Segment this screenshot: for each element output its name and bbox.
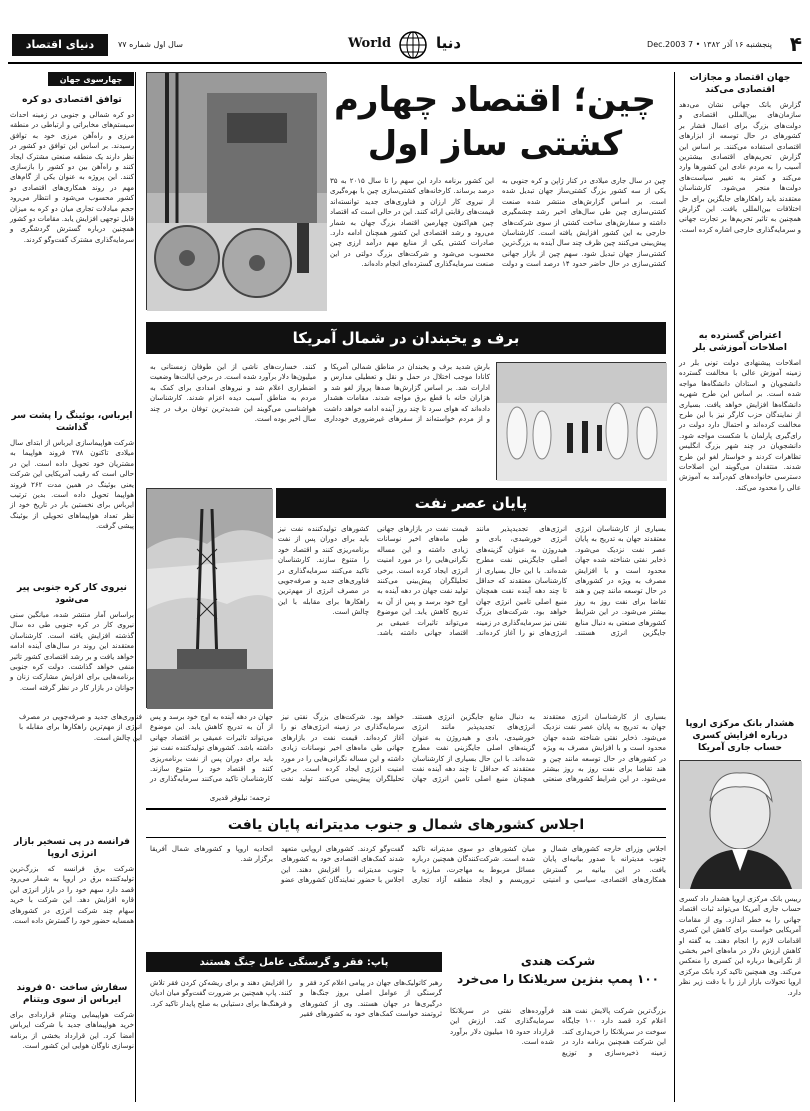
main-headline-line-1: چین؛ اقتصاد چهارم bbox=[334, 80, 656, 120]
main-headline bbox=[330, 78, 660, 168]
right-sidebar-text: اصلاحات پیشنهادی دولت تونی بلر در زمینه آموزش عالی با مخالفت گسترده دانشجویان و استادان دانشگاه‌ها مواجه شده است. بر اساس این طرح شهریه دانشگاه‌ها افزایش خواهد یافت. بسیاری از نمایندگان حزب کارگر نیز با این طرح مخالفت کرده‌اند و احتمال دارد دولت در رای‌گیری پارلمان با شکست مواجه شود. دانشجویان در چند شهر بزرگ انگلیس تظاهرات کردند و خواستار لغو این طرح شدند. منتقدان می‌گویند این اصلاحات دسترسی خانواده‌های کم‌درآمد به آموزش عالی را محدود می‌کند. bbox=[679, 359, 801, 492]
right-sidebar bbox=[674, 72, 802, 1102]
main-story-text: چین در سال جاری میلادی در کنار ژاپن و کره جنوبی به یکی از سه کشور بزرگ کشتی‌ساز جهان تبدیل شده است. بر اساس گزارش‌های منتشر شده صنعت کشتی‌سازی چین طی سال‌های اخیر رشد چشمگیری داشته و سفارش‌های ساخت کشتی از سوی شرکت‌های خارجی به این کشور افزایش یافته است. کارشناسان پیش‌بینی می‌کنند چین ظرف چند سال آینده به بزرگ‌ترین کشتی‌ساز جهان تبدیل شود. سهم چین از بازار جهانی کشتی‌سازی در حال حاضر حدود ۱۴ درصد است و دولت این کشور برنامه دارد این سهم را تا سال ۲۰۱۵ به ۳۵ درصد برساند. کارخانه‌های کشتی‌سازی چین با بهره‌گیری از نیروی کار ارزان و فناوری‌های جدید توانسته‌اند قیمت‌های رقابتی ارائه کنند. این در حالی است که اقتصاد چین هم‌اکنون چهارمین اقتصاد بزرگ جهان به شمار می‌رود و رشد اقتصادی این کشور همچنان ادامه دارد. صادرات کشتی یکی از منابع مهم درآمد ارزی چین محسوب می‌شود و شرکت‌های بزرگ دولتی در این صنعت سرمایه‌گذاری گسترده‌ای انجام داده‌اند. bbox=[330, 177, 666, 269]
page-header bbox=[8, 28, 802, 64]
portrait-photo bbox=[679, 760, 801, 888]
indian-headline bbox=[450, 952, 666, 1002]
oil-story-text-repeat: بسیاری از کارشناسان انرژی معتقدند جهان به تدریج به پایان عصر نفت نزدیک می‌شود. ذخایر نفتی شناخته شده جهان محدود است و با افزایش مصرف به ویژه در کشورهای در حال توسعه مانند چین و هند تقاضا برای نفت روز به روز بیشتر می‌شود. در این شرایط کشورهای صنعتی به دنبال منابع جایگزین انرژی هستند. انرژی‌های تجدیدپذیر مانند انرژی خورشیدی، بادی و هیدروژن به عنوان گزینه‌های اصلی جایگزینی نفت مطرح شده‌اند. با این حال بسیاری از کارشناسان معتقدند که حداقل تا چند دهه آینده نفت همچنان منبع اصلی تامین انرژی جهان خواهد بود. شرکت‌های بزرگ نفتی نیز سرمایه‌گذاری در زمینه انرژی‌های نو را آغاز کرده‌اند. قیمت نفت در بازارهای جهانی طی ماه‌های اخیر نوسانات زیادی داشته و این مساله نگرانی‌هایی را در مورد امنیت انرژی ایجاد کرده است. برخی تحلیلگران پیش‌بینی می‌کنند تولید نفت جهان در دهه آینده به اوج خود برسد و پس از آن به تدریج کاهش یابد. این موضوع می‌تواند تاثیرات عمیقی بر اقتصاد جهانی داشته باشد. کشورهای تولیدکننده نفت نیز باید برای دوران پس از نفت برنامه‌ریزی کنند و اقتصاد خود را متنوع سازند. کارشناسان تاکید می‌کنند سرمایه‌گذاری در فناوری‌های جدید و صرفه‌جویی در مصرف انرژی از مهم‌ترین راهکارها برای مقابله با این چالش است. bbox=[19, 713, 666, 784]
oil-story-text: بسیاری از کارشناسان انرژی معتقدند جهان به تدریج به پایان عصر نفت نزدیک می‌شود. ذخایر نفتی شناخته شده جهان محدود است و با افزایش مصرف به ویژه در کشورهای در حال توسعه مانند چین و هند تقاضا برای نفت روز به روز بیشتر می‌شود. در این شرایط کشورهای صنعتی به دنبال منابع جایگزین انرژی هستند. انرژی‌های تجدیدپذیر مانند انرژی خورشیدی، بادی و هیدروژن به عنوان گزینه‌های اصلی جایگزینی نفت مطرح شده‌اند. با این حال بسیاری از کارشناسان معتقدند که حداقل تا چند دهه آینده نفت همچنان منبع اصلی تامین انرژی جهان خواهد بود. شرکت‌های بزرگ نفتی نیز سرمایه‌گذاری در زمینه انرژی‌های نو را آغاز کرده‌اند. قیمت نفت در بازارهای جهانی طی ماه‌های اخیر نوسانات زیادی داشته و این مساله نگرانی‌هایی را در مورد امنیت انرژی ایجاد کرده است. برخی تحلیلگران پیش‌بینی می‌کنند تولید نفت جهان در دهه آینده به اوج خود برسد و پس از آن به تدریج کاهش یابد. این موضوع می‌تواند تاثیرات عمیقی بر اقتصاد جهانی داشته باشد. کشورهای تولیدکننده نفت نیز باید برای دوران پس از نفت برنامه‌ریزی کنند و اقتصاد خود را متنوع سازند. کارشناسان تاکید می‌کنند سرمایه‌گذاری در فناوری‌های جدید و صرفه‌جویی در مصرف انرژی از مهم‌ترین راهکارها برای مقابله با این چالش است. bbox=[278, 525, 666, 638]
med-headline: اجلاس کشورهای شمال و جنوب مدیترانه پایان یافت bbox=[227, 817, 585, 833]
pope-headline: پاپ: فقر و گرسنگی عامل جنگ هستند bbox=[146, 952, 442, 972]
globe-icon bbox=[398, 30, 428, 60]
main-headline-line-2: کشتی ساز اول bbox=[367, 124, 623, 164]
pope-story-text: رهبر کاتولیک‌های جهان در پیامی اعلام کرد فقر و گرسنگی از عوامل اصلی بروز جنگ‌ها و درگیری‌ها در جهان هستند. وی از کشورهای ثروتمند خواست کمک‌های خود به کشورهای فقیر را افزایش دهند و برای ریشه‌کن کردن فقر تلاش کنند. پاپ همچنین بر ضرورت گفت‌وگو میان ادیان و فرهنگ‌ها برای دستیابی به صلح پایدار تاکید کرد. bbox=[150, 979, 442, 1019]
sidebar-text: شرکت هواپیمایی ویتنام قراردادی برای خرید هواپیماهای جدید با شرکت ایرباس امضا کرد. این قرارداد بخشی از برنامه نوسازی ناوگان هوایی این کشور است. bbox=[10, 1011, 134, 1051]
portrait-caption: رییس بانک مرکزی اروپا هشدار داد کسری حساب جاری آمریکا می‌تواند ثبات اقتصاد جهانی را به خطر اندازد. وی از مقامات آمریکایی خواست برای کاهش این کسری اقدامات لازم را انجام دهند. به گفته او کاهش ارزش دلار در ماه‌های اخیر بخشی از نگرانی‌ها درباره این کسری را منعکس می‌کند. وی همچنین تاکید کرد بانک مرکزی اروپا تحولات بازار ارز را با دقت زیر نظر دارد. bbox=[679, 895, 801, 997]
med-headline-box bbox=[146, 808, 666, 838]
section-title-fa: دنیا bbox=[436, 34, 462, 52]
right-sidebar-headline: جهان اقتصاد و مجازات اقتصادی می‌کند bbox=[689, 73, 791, 95]
section-title-en: World bbox=[348, 36, 392, 51]
translator-credit: ترجمه: نیلوفر قدیری bbox=[209, 794, 270, 802]
newspaper-logo: دنیای اقتصاد bbox=[12, 34, 108, 56]
right-sidebar-headline: هشدار بانک مرکزی اروپا درباره افزایش کسری حساب جاری آمریکا bbox=[685, 719, 795, 753]
indian-story-text: بزرگ‌ترین شرکت پالایش نفت هند اعلام کرد قصد دارد ۱۰۰ جایگاه سوخت در سریلانکا را خریداری کند. این شرکت همچنین برنامه دارد در زمینه ذخیره‌سازی و توزیع فرآورده‌های نفتی در سریلانکا سرمایه‌گذاری کند. ارزش این قرارداد حدود ۱۵ میلیون دلار برآورد شده است. bbox=[450, 1007, 666, 1057]
sidebar-headline: سفارش ساخت ۵۰ فروند ایرباس از سوی ویتنام bbox=[16, 983, 128, 1005]
right-sidebar-headline: اعتراض گسترده به اصلاحات آموزشی بلر bbox=[693, 331, 787, 353]
sidebar-text: شرکت برق فرانسه که بزرگ‌ترین تولیدکننده برق در اروپا به شمار می‌رود قصد دارد سهم خود را در بازار انرژی این قاره افزایش دهد. این شرکت با خرید سهام چند شرکت انرژی در کشورهای همسایه حضور خود را گسترش داده است. bbox=[10, 865, 134, 926]
indian-headline-line-1: شرکت هندی bbox=[520, 954, 596, 968]
sidebar-text: دو کره شمالی و جنوبی در زمینه احداث سیستم‌های مخابراتی و ارتباطی در منطقه مرزی و راه‌آهن مرزی خود به توافق رسیدند. بر اساس این توافق دو کشور در نظر دارند یک منطقه صنعتی مشترک ایجاد کنند و راه‌آهن بین دو کشور را بازسازی کنند. این پروژه به عنوان یکی از گام‌های مهم در روند همکاری‌های اقتصادی دو کشور محسوب می‌شود و انتظار می‌رود حجم مبادلات تجاری میان دو کره به میزان قابل توجهی افزایش یابد. مقامات دو کشور همچنین درباره گسترش گردشگری و سرمایه‌گذاری مشترک گفت‌وگو کردند. bbox=[10, 111, 134, 244]
right-sidebar-text: گزارش بانک جهانی نشان می‌دهد سازمان‌های بین‌المللی اقتصادی و دولت‌های بزرگ برای اعمال فشار بر کشورهای در حال توسعه از ابزارهای اقتصادی استفاده می‌کنند. بر اساس این گزارش تحریم‌های اقتصادی بیشترین آسیب را به مردم عادی این کشورها وارد می‌کند و کمتر به تغییر سیاست‌های دولت‌ها منجر می‌شود. کارشناسان معتقدند باید راهکارهای جایگزین برای حل اختلافات بین‌المللی یافت. این گزارش همچنین به تاثیر تحریم‌ها بر تجارت جهانی و سرمایه‌گذاری خارجی اشاره کرده است. bbox=[679, 101, 801, 234]
left-sidebar bbox=[8, 72, 136, 1102]
oil-headline: پایان عصر نفت bbox=[276, 488, 666, 518]
sidebar-headline: نیروی کار کره جنوبی پیر می‌شود bbox=[17, 583, 127, 605]
snow-story-text: بارش شدید برف و یخبندان در مناطق شمالی آمریکا و کانادا موجب اختلال در حمل و نقل و تعطیلی مدارس و ادارات شد. بر اساس گزارش‌ها صدها پرواز لغو شد و هزاران خانه با قطع برق مواجه شدند. مقامات هشدار داده‌اند که هوای سرد تا چند روز آینده ادامه خواهد داشت و از مردم خواسته‌اند از سفرهای غیرضروری خودداری کنند. خسارت‌های ناشی از این طوفان زمستانی به میلیون‌ها دلار برآورد شده است. در برخی ایالت‌ها وضعیت اضطراری اعلام شد و نیروهای امدادی برای کمک به مردم به مناطق آسیب دیده اعزام شدند. کارشناسان هواشناسی می‌گویند این شدیدترین توفان برف در چند سال اخیر بوده است. bbox=[150, 363, 490, 424]
sidebar-headline: فرانسه در پی تسخیر بازار انرژی اروپا bbox=[14, 837, 130, 859]
sidebar-headline: ایرباس، بوئینگ را پشت سر گذاشت bbox=[11, 411, 133, 433]
header-date: پنجشنبه ۱۶ آذر ۱۳۸۲ • 7 Dec.2003 bbox=[647, 40, 772, 49]
oil-rig-photo bbox=[146, 488, 272, 708]
page-number: ۴ bbox=[789, 32, 802, 56]
med-story-text: اجلاس وزرای خارجه کشورهای شمال و جنوب مدیترانه با صدور بیانیه‌ای پایان یافت. در این بیانیه بر گسترش همکاری‌های اقتصادی، سیاسی و امنیتی میان کشورهای دو سوی مدیترانه تاکید شده است. شرکت‌کنندگان همچنین درباره مسائل مربوط به مهاجرت، مبارزه با تروریسم و ایجاد منطقه آزاد تجاری گفت‌وگو کردند. کشورهای اروپایی متعهد شدند کمک‌های اقتصادی خود به کشورهای جنوب مدیترانه را افزایش دهند. این اجلاس با حضور نمایندگان کشورهای عضو اتحادیه اروپا و کشورهای شمال آفریقا برگزار شد. bbox=[150, 845, 666, 885]
snow-photo bbox=[496, 362, 666, 480]
ship-photo bbox=[146, 72, 326, 310]
sidebar-title: چهارسوی جهان bbox=[48, 72, 134, 86]
indian-headline-line-2: ۱۰۰ پمپ بنزین سریلانکا را می‌خرد bbox=[456, 972, 660, 986]
snow-headline: برف و یخبندان در شمال آمریکا bbox=[146, 322, 666, 354]
oil-story-text-continued bbox=[19, 712, 666, 792]
issue-number: سال اول شماره ۷۷ bbox=[118, 40, 183, 49]
sidebar-text: براساس آمار منتشر شده، میانگین سنی نیروی کار در کره جنوبی طی ده سال گذشته افزایش یافته است. کارشناسان معتقدند این روند در سال‌های آینده ادامه خواهد یافت و بر رشد اقتصادی کشور تاثیر منفی خواهد گذاشت. دولت کره جنوبی برنامه‌هایی برای افزایش مشارکت زنان و جوانان در بازار کار در نظر گرفته است. bbox=[10, 611, 134, 692]
sidebar-headline: توافق اقتصادی دو کره bbox=[22, 95, 122, 105]
sidebar-text: شرکت هواپیماسازی ایرباس از ابتدای سال میلادی تاکنون ۲۷۸ فروند هواپیما به مشتریان خود تحویل داده است. این در حالی است که رقیب آمریکایی این شرکت یعنی بوئینگ در همین مدت ۲۶۲ فروند هواپیما تحویل داده است. بدین ترتیب ایرباس برای نخستین بار در تاریخ خود از نظر تعداد هواپیماهای تحویلی از بوئینگ پیشی گرفت. bbox=[10, 439, 135, 531]
